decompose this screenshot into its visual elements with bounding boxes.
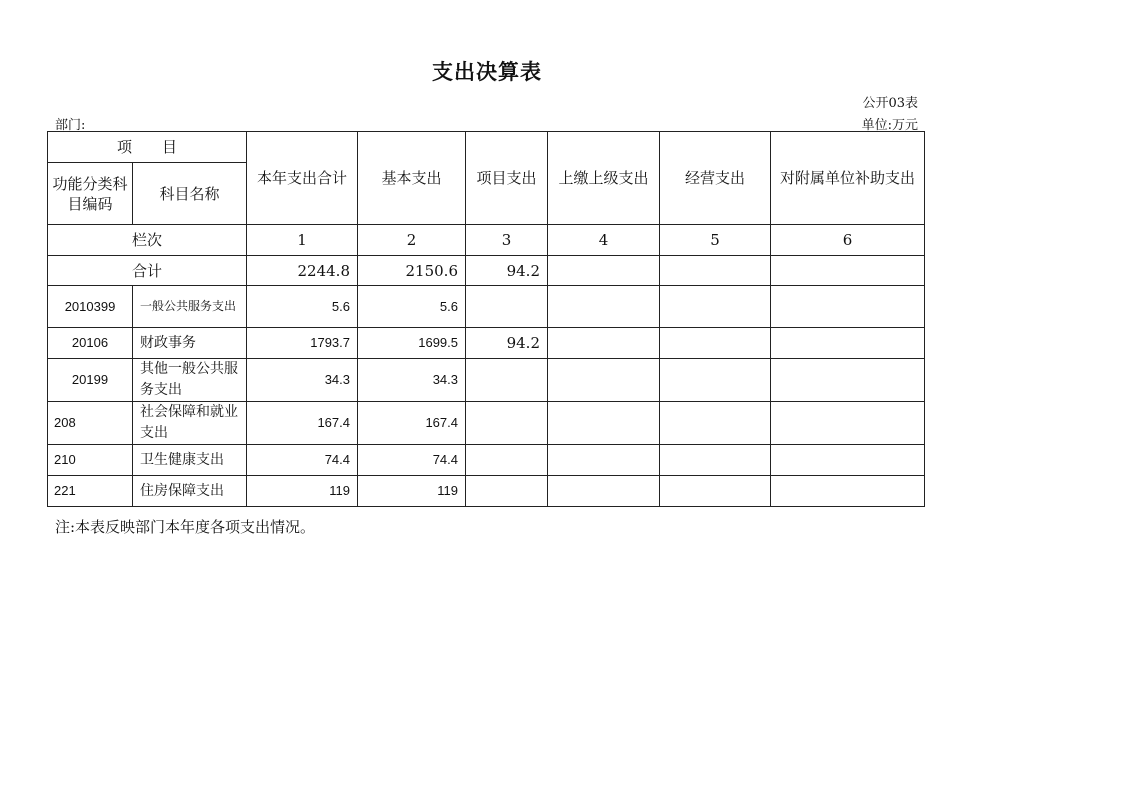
row-value xyxy=(660,476,771,507)
header-col-1: 本年支出合计 xyxy=(247,132,358,225)
row-value xyxy=(466,359,548,402)
row-value xyxy=(771,286,925,328)
row-value xyxy=(660,359,771,402)
row-value: 1793.7 xyxy=(247,328,358,359)
row-name: 其他一般公共服务支出 xyxy=(133,359,247,402)
lanci-num: 1 xyxy=(247,225,358,256)
table-row xyxy=(48,402,925,445)
lanci-num: 2 xyxy=(358,225,466,256)
row-value xyxy=(771,402,925,445)
row-value xyxy=(466,476,548,507)
row-value xyxy=(660,402,771,445)
row-value: 1699.5 xyxy=(358,328,466,359)
table-row xyxy=(48,328,925,359)
header-project: 项 目 xyxy=(48,132,247,163)
header-func-code: 功能分类科目编码 xyxy=(48,163,133,225)
header-subject-name: 科目名称 xyxy=(133,163,247,225)
row-name: 卫生健康支出 xyxy=(133,445,247,476)
unit-label: 单位:万元 xyxy=(861,118,918,133)
total-value xyxy=(548,256,660,286)
total-label: 合计 xyxy=(48,256,247,286)
row-value xyxy=(548,359,660,402)
total-value xyxy=(660,256,771,286)
row-name: 住房保障支出 xyxy=(133,476,247,507)
row-value xyxy=(660,328,771,359)
row-value xyxy=(771,476,925,507)
total-value: 94.2 xyxy=(466,256,548,286)
row-value: 74.4 xyxy=(358,445,466,476)
row-value xyxy=(466,445,548,476)
row-value xyxy=(771,328,925,359)
row-value xyxy=(771,359,925,402)
header-col-6: 对附属单位补助支出 xyxy=(771,132,925,225)
row-value: 94.2 xyxy=(466,328,548,359)
row-value xyxy=(466,402,548,445)
row-value xyxy=(548,402,660,445)
row-value xyxy=(771,445,925,476)
row-value: 34.3 xyxy=(358,359,466,402)
table-row xyxy=(48,286,925,328)
header-col-3: 项目支出 xyxy=(466,132,548,225)
lanci-num: 4 xyxy=(548,225,660,256)
row-code: 210 xyxy=(48,445,133,476)
table-row xyxy=(48,359,925,402)
row-code: 2010399 xyxy=(48,286,133,328)
row-value: 5.6 xyxy=(358,286,466,328)
row-value: 119 xyxy=(358,476,466,507)
row-value xyxy=(548,328,660,359)
header-col-2: 基本支出 xyxy=(358,132,466,225)
form-number: 公开03表 xyxy=(862,96,918,111)
row-value: 167.4 xyxy=(358,402,466,445)
row-value: 5.6 xyxy=(247,286,358,328)
lanci-num: 3 xyxy=(466,225,548,256)
expenditure-table xyxy=(47,131,925,507)
row-value xyxy=(466,286,548,328)
row-code: 221 xyxy=(48,476,133,507)
row-value: 167.4 xyxy=(247,402,358,445)
row-value xyxy=(548,476,660,507)
total-row xyxy=(48,256,925,286)
row-value xyxy=(660,445,771,476)
row-value xyxy=(660,286,771,328)
total-value: 2244.8 xyxy=(247,256,358,286)
row-code: 208 xyxy=(48,402,133,445)
row-value xyxy=(548,286,660,328)
lanci-label: 栏次 xyxy=(48,225,247,256)
header-col-5: 经营支出 xyxy=(660,132,771,225)
row-value: 74.4 xyxy=(247,445,358,476)
row-value xyxy=(548,445,660,476)
row-value: 119 xyxy=(247,476,358,507)
lanci-num: 6 xyxy=(771,225,925,256)
table-note: 注:本表反映部门本年度各项支出情况。 xyxy=(55,518,316,536)
table-row xyxy=(48,476,925,507)
row-code: 20106 xyxy=(48,328,133,359)
row-value: 34.3 xyxy=(247,359,358,402)
department-label: 部门: xyxy=(55,118,86,133)
header-col-4: 上缴上级支出 xyxy=(548,132,660,225)
row-name: 财政事务 xyxy=(133,328,247,359)
row-code: 20199 xyxy=(48,359,133,402)
lanci-row xyxy=(48,225,925,256)
page-title: 支出决算表 xyxy=(432,59,542,84)
total-value xyxy=(771,256,925,286)
lanci-num: 5 xyxy=(660,225,771,256)
row-name: 一般公共服务支出 xyxy=(133,286,247,328)
total-value: 2150.6 xyxy=(358,256,466,286)
table-row xyxy=(48,445,925,476)
row-name: 社会保障和就业支出 xyxy=(133,402,247,445)
